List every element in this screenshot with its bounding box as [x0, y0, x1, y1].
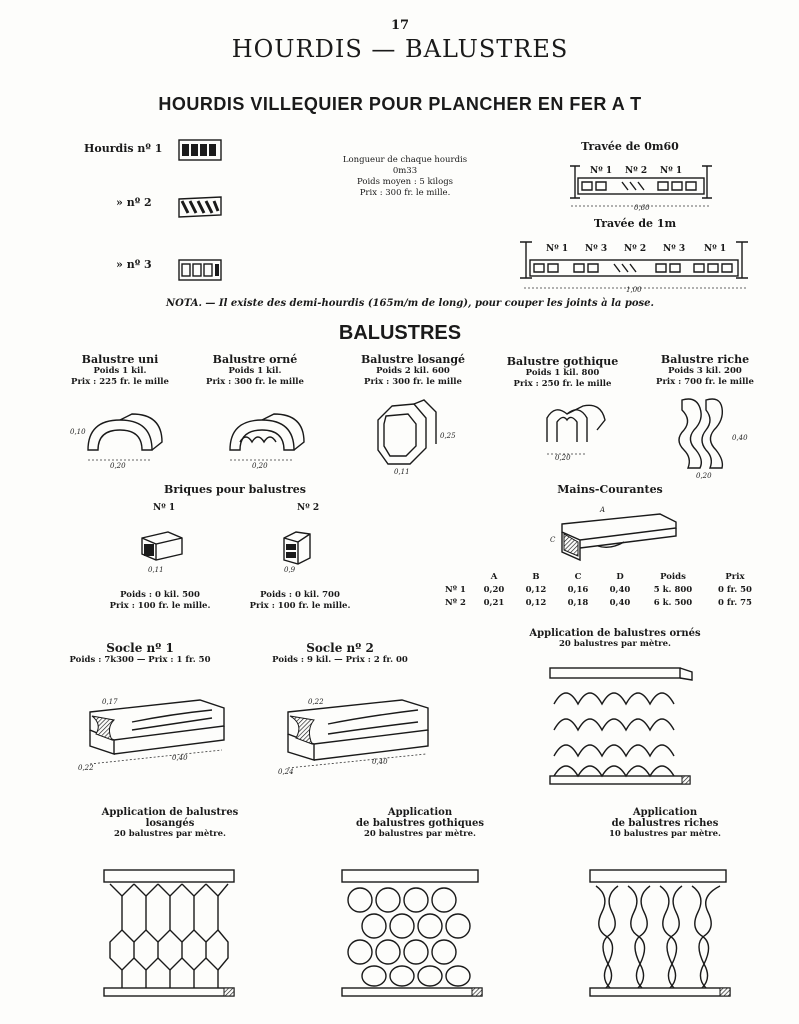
- balustre-orne: [195, 353, 315, 388]
- brique-1-drawing: [128, 520, 198, 575]
- application-riches: [555, 807, 775, 840]
- mains-r2-c2: 0,12: [525, 598, 547, 608]
- mains-r1-c5: 5 k. 800: [653, 585, 693, 595]
- application-riches-title1: Application: [632, 807, 698, 818]
- travee-060-label-2: Nº 2: [625, 166, 648, 176]
- page-number: 17: [390, 18, 410, 33]
- brique-2-info: [230, 590, 370, 612]
- spec-prix: Prix : 300 fr. le mille.: [359, 188, 451, 198]
- travee-1m-label-4: Nº 3: [663, 244, 686, 254]
- mains-h4: D: [616, 572, 624, 582]
- application-gothiques-title1: Application: [387, 807, 453, 818]
- mains-r2-c4: 0,40: [609, 598, 631, 608]
- application-ornes-sub: 20 balustres par mètre.: [558, 639, 672, 649]
- socle-2-info: Poids : 9 kil. — Prix : 2 fr. 00: [272, 655, 408, 665]
- mains-h2: B: [532, 572, 540, 582]
- balustre-orne-dim: 0,20: [252, 462, 268, 470]
- mains-r2-c5: 6 k. 500: [653, 598, 693, 608]
- brique-1-no: Nº 1: [153, 503, 176, 513]
- brique-1-prix: Prix : 100 fr. le mille.: [109, 601, 211, 611]
- application-losanges: [60, 807, 280, 840]
- spec-longueur: Longueur de chaque hourdis 0m33: [342, 155, 468, 176]
- balustre-losange-name: Balustre losangé: [360, 353, 466, 366]
- balustre-orne-prix: Prix : 300 fr. le mille: [206, 377, 304, 387]
- travee-060-title: Travée de 0m60: [581, 140, 679, 153]
- travee-1m-label-3: Nº 2: [624, 244, 647, 254]
- balustre-riche-dim2: 0,20: [696, 472, 712, 480]
- mains-r1-c1: 0,20: [483, 585, 505, 595]
- socle-2-title: Socle nº 2: [306, 641, 374, 655]
- mains-r2-c6: 0 fr. 75: [718, 598, 752, 608]
- travee-060-label-1: Nº 1: [590, 166, 613, 176]
- brique-2-poids: Poids : 0 kil. 700: [260, 590, 340, 600]
- application-gothiques-drawing: [338, 866, 488, 1002]
- socle-2-dim-a: 0,24: [278, 768, 294, 776]
- socle-2: [260, 641, 420, 666]
- mains-h3: C: [574, 572, 582, 582]
- socle-1-title: Socle nº 1: [106, 641, 174, 655]
- mains-title: Mains-Courantes: [557, 483, 663, 496]
- balustre-uni-dim: 0,10: [70, 428, 86, 436]
- application-losanges-drawing: [100, 866, 240, 1002]
- mains-r1-c2: 0,12: [525, 585, 547, 595]
- hourdis-spec: [330, 155, 480, 199]
- travee-1m-label-5: Nº 1: [704, 244, 727, 254]
- application-ornes: [505, 628, 725, 650]
- balustre-losange-dim: 0,25: [440, 432, 456, 440]
- mains-h1: A: [490, 572, 498, 582]
- socle-1-drawing: [62, 690, 232, 775]
- mains-r1-c4: 0,40: [609, 585, 631, 595]
- application-ornes-title: Application de balustres ornés: [529, 628, 701, 639]
- mains-h0: [445, 570, 473, 584]
- mains-h5: Poids: [660, 572, 686, 582]
- mains-r2-c1: 0,21: [483, 598, 505, 608]
- socle-2-dim-b: 0,40: [372, 758, 388, 766]
- mains-r1-c0: Nº 1: [445, 585, 466, 595]
- balustre-orne-name: Balustre orné: [212, 353, 298, 366]
- travee-1m-title: Travée de 1m: [593, 217, 677, 230]
- application-gothiques-sub: 20 balustres par mètre.: [363, 829, 477, 839]
- balustre-losange-prix: Prix : 300 fr. le mille: [364, 377, 462, 387]
- svg-text:0,11: 0,11: [148, 566, 164, 574]
- mains-r2-c3: 0,18: [567, 598, 589, 608]
- balustre-orne-poids: Poids 1 kil.: [228, 366, 282, 376]
- mains-r1-c6: 0 fr. 50: [718, 585, 752, 595]
- balustre-losange-poids: Poids 2 kil. 600: [376, 366, 450, 376]
- balustre-gothique: [495, 355, 630, 390]
- table-row: [445, 584, 775, 597]
- travee-060-label-3: Nº 1: [660, 166, 683, 176]
- travee-1m-dim: 1,00: [626, 286, 642, 294]
- travee-060-dim: 0,60: [634, 204, 650, 212]
- mains-header-row: [445, 570, 775, 584]
- hourdis-2-drawing: [178, 195, 222, 219]
- balustre-uni-prix: Prix : 225 fr. le mille: [71, 377, 169, 387]
- hourdis-3-drawing: [178, 258, 222, 282]
- application-riches-sub: 10 balustres par mètre.: [608, 829, 722, 839]
- balustre-uni-drawing: [70, 412, 180, 472]
- application-ornes-drawing: [546, 664, 696, 792]
- page-title: HOURDIS — BALUSTRES: [231, 35, 569, 63]
- balustre-uni: [60, 353, 180, 388]
- balustre-gothique-dim: 0,20: [555, 454, 571, 462]
- balustre-riche-drawing: [670, 394, 760, 480]
- spec-poids: Poids moyen : 5 kilogs: [356, 177, 454, 187]
- socle-1-dim-a: 0,22: [78, 764, 94, 772]
- hourdis-3-label: » nº 3: [116, 258, 152, 271]
- application-gothiques: [310, 807, 530, 840]
- balustre-riche-prix: Prix : 700 fr. le mille: [656, 377, 754, 387]
- balustre-riche-dim: 0,40: [732, 434, 748, 442]
- hourdis-1-label: Hourdis nº 1: [84, 142, 163, 155]
- balustre-losange-dim2: 0,11: [394, 468, 410, 476]
- balustre-uni-poids: Poids 1 kil.: [93, 366, 147, 376]
- balustre-riche-name: Balustre riche: [660, 353, 750, 366]
- application-riches-drawing: [586, 866, 736, 1002]
- application-losanges-title1: Application de balustres: [101, 807, 239, 818]
- hourdis-1-drawing: [178, 138, 222, 162]
- travee-1m-label-1: Nº 1: [546, 244, 569, 254]
- hourdis-2-label: » nº 2: [116, 196, 152, 209]
- application-losanges-title2: losangés: [145, 818, 195, 829]
- balustre-losange-drawing: [370, 398, 460, 478]
- mains-h6: Prix: [725, 572, 745, 582]
- balustre-gothique-drawing: [525, 400, 625, 462]
- socle-1: [60, 641, 220, 666]
- brique-2-drawing: [270, 520, 340, 575]
- balustres-heading: BALUSTRES: [338, 322, 462, 344]
- table-row: [445, 597, 775, 610]
- balustre-gothique-name: Balustre gothique: [506, 355, 619, 368]
- socle-1-dim-b: 0,40: [172, 754, 188, 762]
- svg-text:A: A: [600, 506, 606, 514]
- brique-2-prix: Prix : 100 fr. le mille.: [249, 601, 351, 611]
- mains-r1-c3: 0,16: [567, 585, 589, 595]
- socle-2-drawing: [268, 690, 438, 775]
- socle-1-info: Poids : 7k300 — Prix : 1 fr. 50: [69, 655, 211, 665]
- application-riches-title2: de balustres riches: [611, 818, 719, 829]
- balustre-orne-drawing: [212, 412, 322, 472]
- mains-r2-c0: Nº 2: [445, 598, 466, 608]
- section-subtitle: HOURDIS VILLEQUIER POUR PLANCHER EN FER A T: [158, 94, 642, 114]
- travee-1m-label-2: Nº 3: [585, 244, 608, 254]
- application-gothiques-title2: de balustres gothiques: [356, 818, 484, 829]
- balustre-losange: [348, 353, 478, 388]
- brique-2-no: Nº 2: [297, 503, 320, 513]
- socle-1-dim-c: 0,17: [102, 698, 118, 706]
- balustre-riche: [640, 353, 770, 388]
- main-courante-drawing: [540, 502, 690, 568]
- balustre-gothique-poids: Poids 1 kil. 800: [525, 368, 600, 378]
- mains-table: [445, 570, 775, 610]
- nota: NOTA. — Il existe des demi-hourdis (165m/m de long), pour couper les joints à la pose.: [165, 298, 655, 309]
- briques-title: Briques pour balustres: [164, 483, 306, 496]
- application-losanges-sub: 20 balustres par mètre.: [113, 829, 227, 839]
- brique-1-poids: Poids : 0 kil. 500: [120, 590, 200, 600]
- socle-2-dim-c: 0,22: [308, 698, 324, 706]
- svg-text:0,9: 0,9: [284, 566, 296, 574]
- svg-text:C: C: [550, 536, 556, 544]
- balustre-uni-name: Balustre uni: [81, 353, 159, 366]
- brique-1-info: [90, 590, 230, 612]
- balustre-riche-poids: Poids 3 kil. 200: [668, 366, 742, 376]
- balustre-uni-dim: 0,20: [110, 462, 126, 470]
- balustre-gothique-prix: Prix : 250 fr. le mille: [513, 379, 612, 389]
